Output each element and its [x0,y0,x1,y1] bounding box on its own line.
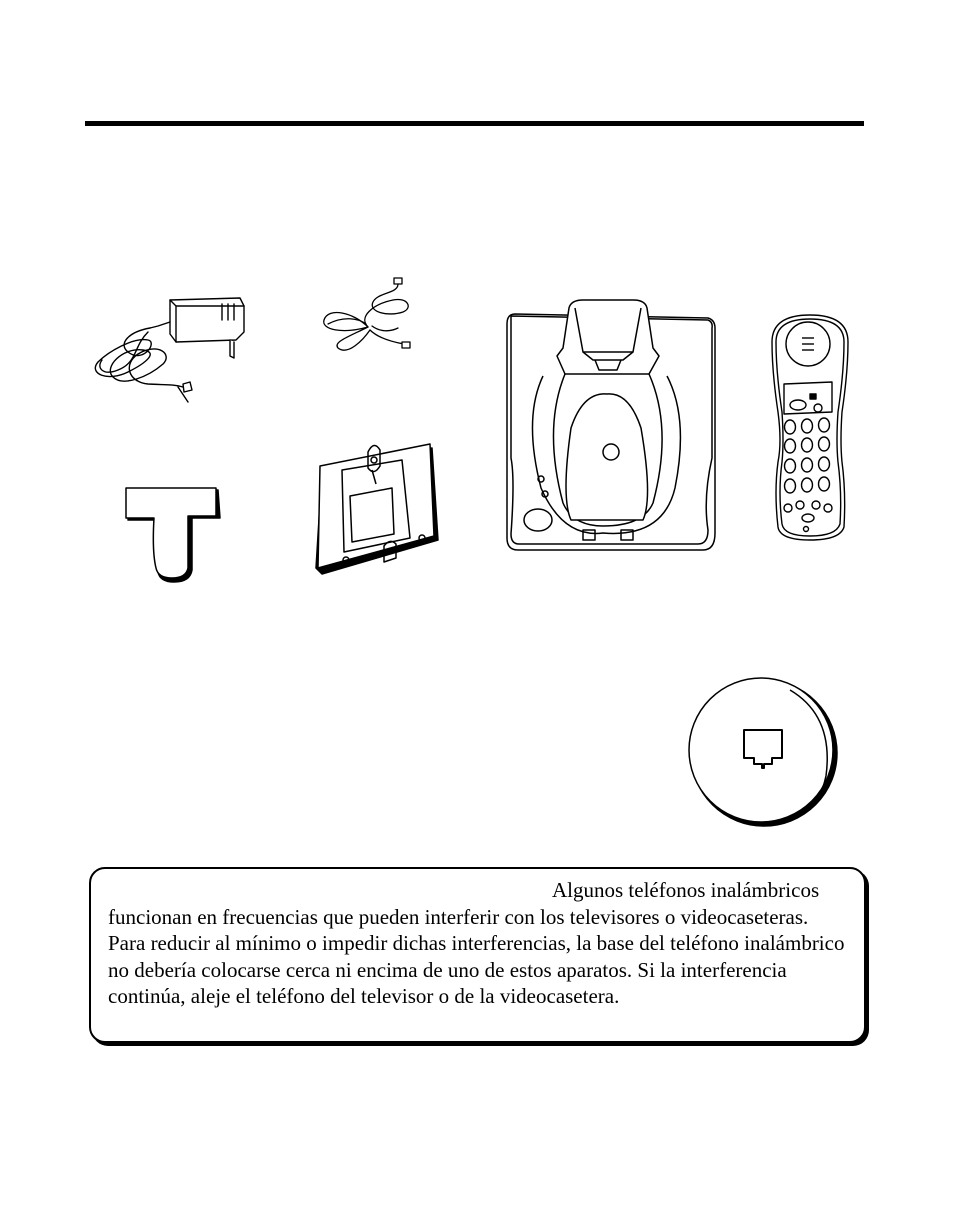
header-rule [85,121,864,126]
telephone-line-cord-icon [318,272,418,357]
wall-mount-bracket-icon [314,440,444,576]
ac-power-adapter-icon [88,292,248,407]
belt-clip-icon [124,486,228,586]
base-unit-icon [503,298,718,554]
modular-wall-jack-icon [686,676,842,832]
interference-note-box [89,867,866,1043]
handset-icon [770,312,852,544]
interference-note-text: Algunos teléfonos inalámbricos funcionan en frecuencias que pueden interferir con los televisores o videocaseteras. Para reducir al mínimo o impedir dichas interferencias, la base del teléfono inalámbrico no debería colocarse cerca ni encima de uno de estos aparatos. Si la interferencia continúa, aleje el teléfono del televisor o de la videocasetera. [108,878,845,1009]
